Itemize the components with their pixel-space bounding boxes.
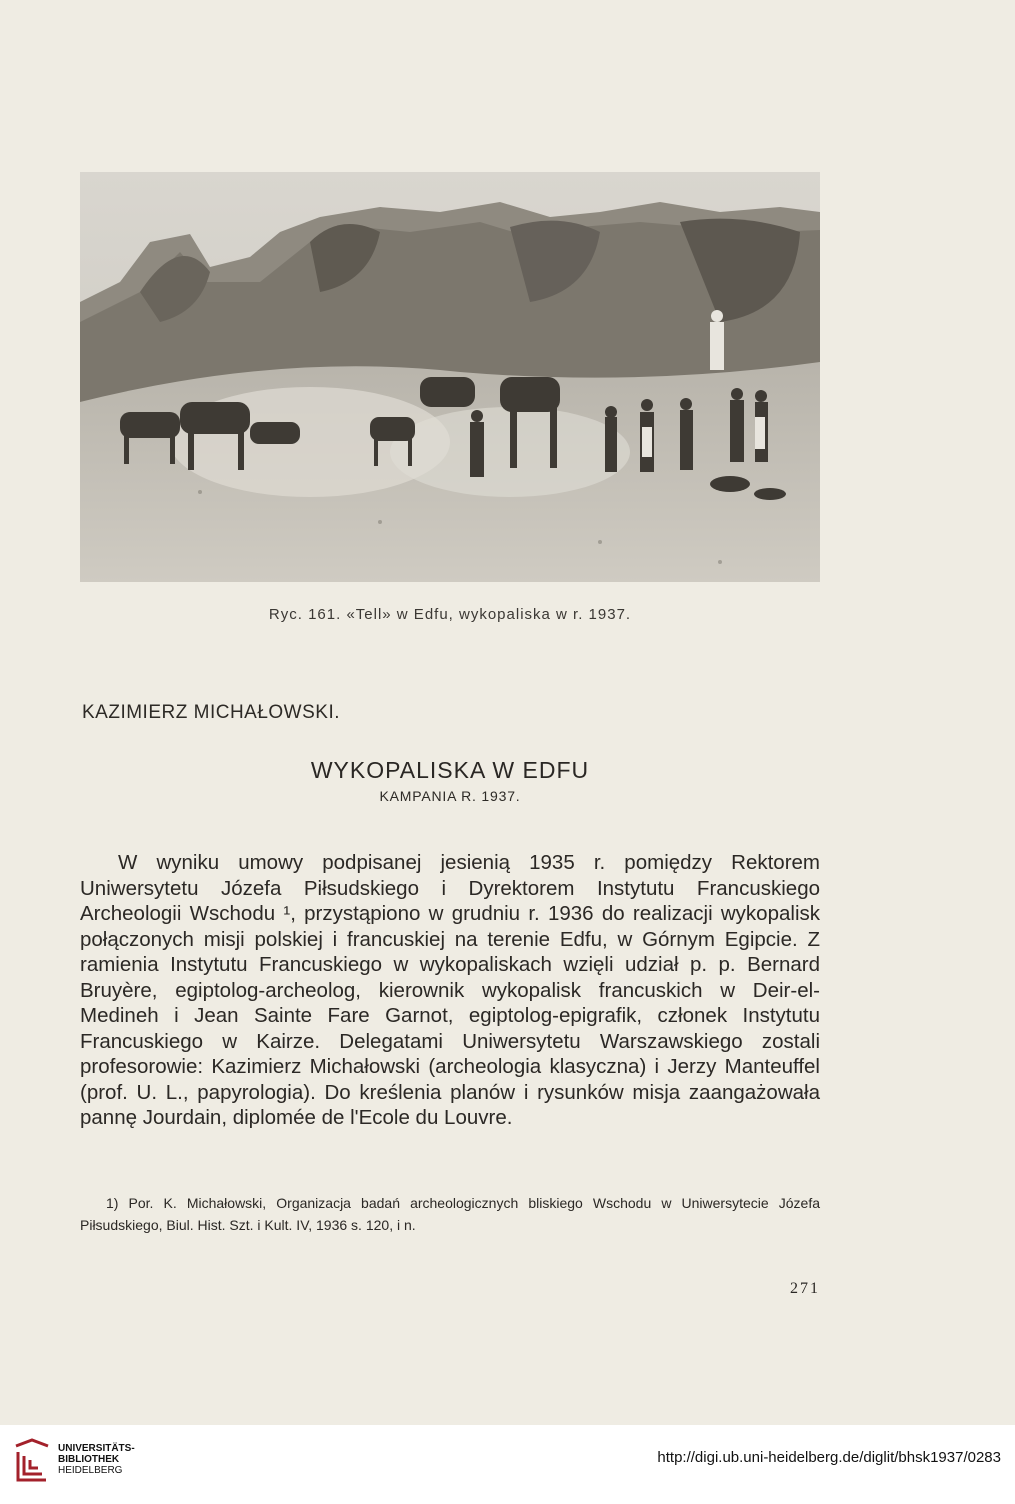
library-name-line1: UNIVERSITÄTS-	[58, 1443, 135, 1454]
article-subtitle: KAMPANIA R. 1937.	[379, 788, 521, 804]
figure-caption: Ryc. 161. «Tell» w Edfu, wykopaliska w r. 1937.	[268, 606, 632, 623]
library-footer	[0, 1425, 1015, 1504]
page-number: 271	[790, 1280, 820, 1297]
permalink-url[interactable]: http://digi.ub.uni-heidelberg.de/diglit/bhsk1937/0283	[657, 1449, 1001, 1466]
article-title: WYKOPALISKA W EDFU	[310, 757, 590, 783]
footnote: 1) Por. K. Michałowski, Organizacja badań archeologicznych bliskiego Wschodu w Uniwersytecie Józefa Piłsudskiego, Biul. Hist. Szt. i Kult. IV, 1936 s. 120, i n.	[80, 1195, 820, 1233]
library-logo-icon	[12, 1438, 52, 1484]
article-body: W wyniku umowy podpisanej jesienią 1935 r. pomiędzy Rektorem Uniwersytetu Józefa Piłsudskiego i Dyrektorem Instytutu Francuskiego Archeologii Wschodu ¹, przystąpiono w grudniu r. 1936 do realizacji wykopalisk połączonych misji polskiej i francuskiej na terenie Edfu, w Górnym Egipcie. Z ramienia Instytutu Francuskiego w wykopaliskach wzięli udział p. p. Bernard Bruyère, egiptolog-archeolog, kierownik wykopalisk francuskich w Deir-el-Medineh i Jean Sainte Fare Garnot, egiptolog-epigrafik, członek Instytutu Francuskiego w Kairze. Delegatami Uniwersytetu Warszawskiego zostali profesorowie: Kazimierz Michałowski (archeologia klasyczna) i Jerzy Manteuffel (prof. U. L., papyrologia). Do kreślenia planów i rysunków misja zaangażowała pannę Jourdain, diplomée de l'Ecole du Louvre.	[80, 851, 820, 1129]
library-name-line3: HEIDELBERG	[58, 1465, 123, 1476]
article-author: KAZIMIERZ MICHAŁOWSKI.	[82, 702, 341, 723]
excavation-photo	[80, 172, 820, 582]
library-name-line2: BIBLIOTHEK	[58, 1454, 120, 1465]
excavation-photo-image	[80, 172, 820, 582]
library-name	[58, 1443, 135, 1476]
